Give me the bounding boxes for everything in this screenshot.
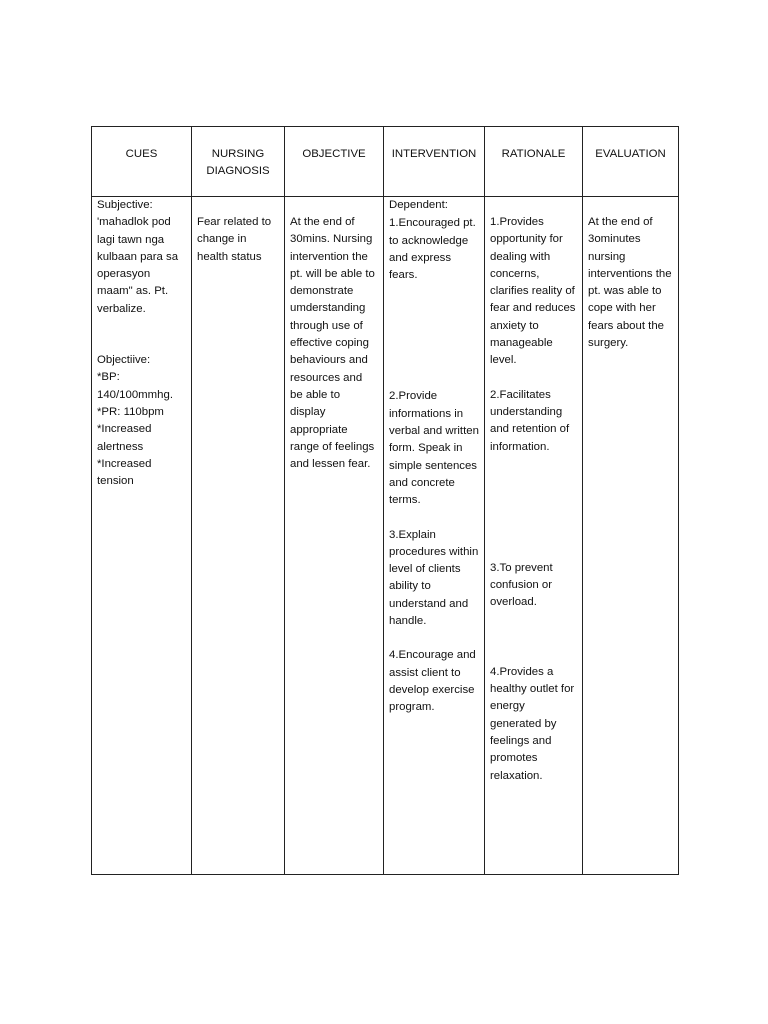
nursing-diagnosis-text: Fear related to change in health status [197,216,272,263]
cues-objective: Objectiive: *BP: 140/100mmhg. *PR: 110bpm *Increased alertness *Increased tension [97,354,173,488]
nursing-diagnosis-cell [192,197,285,875]
header-intervention: INTERVENTION [384,127,485,197]
intervention-item-1: 1.Encouraged pt. to acknowledge and express fears. [389,217,476,282]
cues-subjective: Subjective: 'mahadlok pod lagi tawn nga kulbaan para sa operasyon maam" as. Pt. verbalize. [97,199,179,315]
rationale-item-4: 4.Provides a healthy outlet for energy generated by feelings and promotes relaxation. [490,665,575,782]
content-row [92,197,679,875]
header-objective: OBJECTIVE [285,127,384,197]
rationale-item-3: 3.To prevent confusion or overload. [490,561,553,609]
intervention-item-3: 3.Explain procedures within level of clients ability to understand and handle. [389,528,479,628]
intervention-item-4: 4.Encourage and assist client to develop exercise program. [389,649,476,714]
evaluation-cell [583,197,679,875]
intervention-item-2: 2.Provide informations in verbal and written form. Speak in simple sentences and concrete terms. [389,390,479,507]
intervention-cell [384,197,485,875]
evaluation-text: At the end of 3ominutes nursing interventions the pt. was able to cope with her fears about the surgery. [588,216,672,350]
header-cues: CUES [92,127,192,197]
rationale-item-1: 1.Provides opportunity for dealing with concerns, clarifies reality of fear and reduces anxiety to manageable level. [490,216,576,367]
header-rationale: RATIONALE [485,127,583,197]
rationale-cell [485,197,583,875]
rationale-item-2: 2.Facilitates understanding and retention of information. [490,388,570,453]
nursing-care-plan-table [91,126,679,875]
cues-cell [92,197,192,875]
header-row [92,127,679,197]
objective-text: At the end of 30mins. Nursing intervention the pt. will be able to demonstrate umderstanding through use of effective coping behaviours and resources and be able to display appropriate range of feelings and lessen fear. [290,216,375,471]
intervention-heading: Dependent: [389,199,448,211]
header-evaluation: EVALUATION [583,127,679,197]
objective-cell [285,197,384,875]
header-nursing-diagnosis: NURSING DIAGNOSIS [192,127,285,197]
